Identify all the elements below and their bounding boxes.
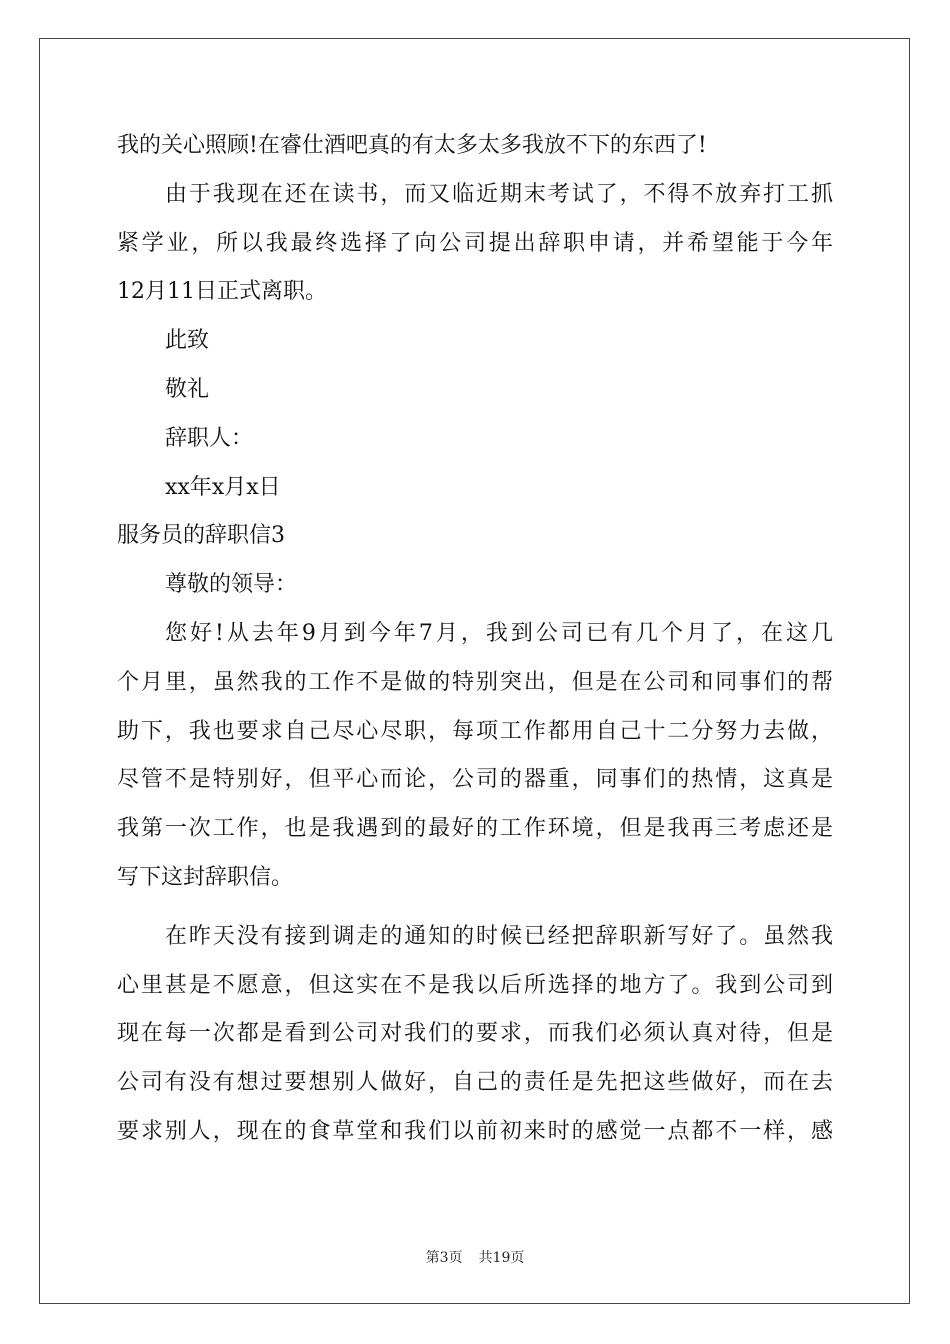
page-footer — [0, 1247, 950, 1267]
text-line: 服务员的辞职信3 — [117, 523, 285, 549]
page-number-current: 第3页 — [425, 1250, 463, 1266]
text-line: 12月11日正式离职。 — [117, 279, 327, 305]
text-line: 紧学业，所以我最终选择了向公司提出辞职申请，并希望能于今年 — [117, 230, 833, 256]
paragraph-gap — [117, 903, 833, 913]
text-line: 此致 — [165, 328, 210, 354]
text-line: 由于我现在还在读书，而又临近期末考试了，不得不放弃打工抓 — [165, 181, 833, 207]
text-line: 敬礼 — [165, 376, 210, 402]
text-line: 您好!从去年9月到今年7月，我到公司已有几个月了，在这几 — [165, 620, 833, 646]
text-line: 在昨天没有接到调走的通知的时候已经把辞职新写好了。虽然我 — [165, 923, 833, 949]
text-line: 个月里，虽然我的工作不是做的特别突出，但是在公司和同事们的帮 — [117, 669, 833, 695]
text-line: 助下，我也要求自己尽心尽职，每项工作都用自己十二分努力去做， — [117, 718, 833, 744]
page-number-total: 共19页 — [478, 1250, 525, 1266]
text-line: 公司有没有想过要想别人做好，自己的责任是先把这些做好，而在去 — [117, 1070, 833, 1096]
document-body — [117, 122, 833, 1157]
text-line: 现在每一次都是看到公司对我们的要求，而我们必须认真对待，但是 — [117, 1021, 833, 1047]
text-line: 尊敬的领导： — [165, 572, 298, 598]
text-line: xx年x月x日 — [165, 474, 281, 500]
text-line: 写下这封辞职信。 — [117, 864, 294, 890]
text-line: 尽管不是特别好，但平心而论，公司的器重，同事们的热情，这真是 — [117, 767, 833, 793]
text-line: 要求别人，现在的食草堂和我们以前初来时的感觉一点都不一样，感 — [117, 1118, 833, 1144]
text-line: 心里甚是不愿意，但这实在不是我以后所选择的地方了。我到公司到 — [117, 972, 833, 998]
text-line: 辞职人： — [165, 425, 254, 451]
text-line: 我第一次工作，也是我遇到的最好的工作环境，但是我再三考虑还是 — [117, 816, 833, 842]
text-line: 我的关心照顾!在睿仕酒吧真的有太多太多我放不下的东西了! — [117, 133, 707, 158]
